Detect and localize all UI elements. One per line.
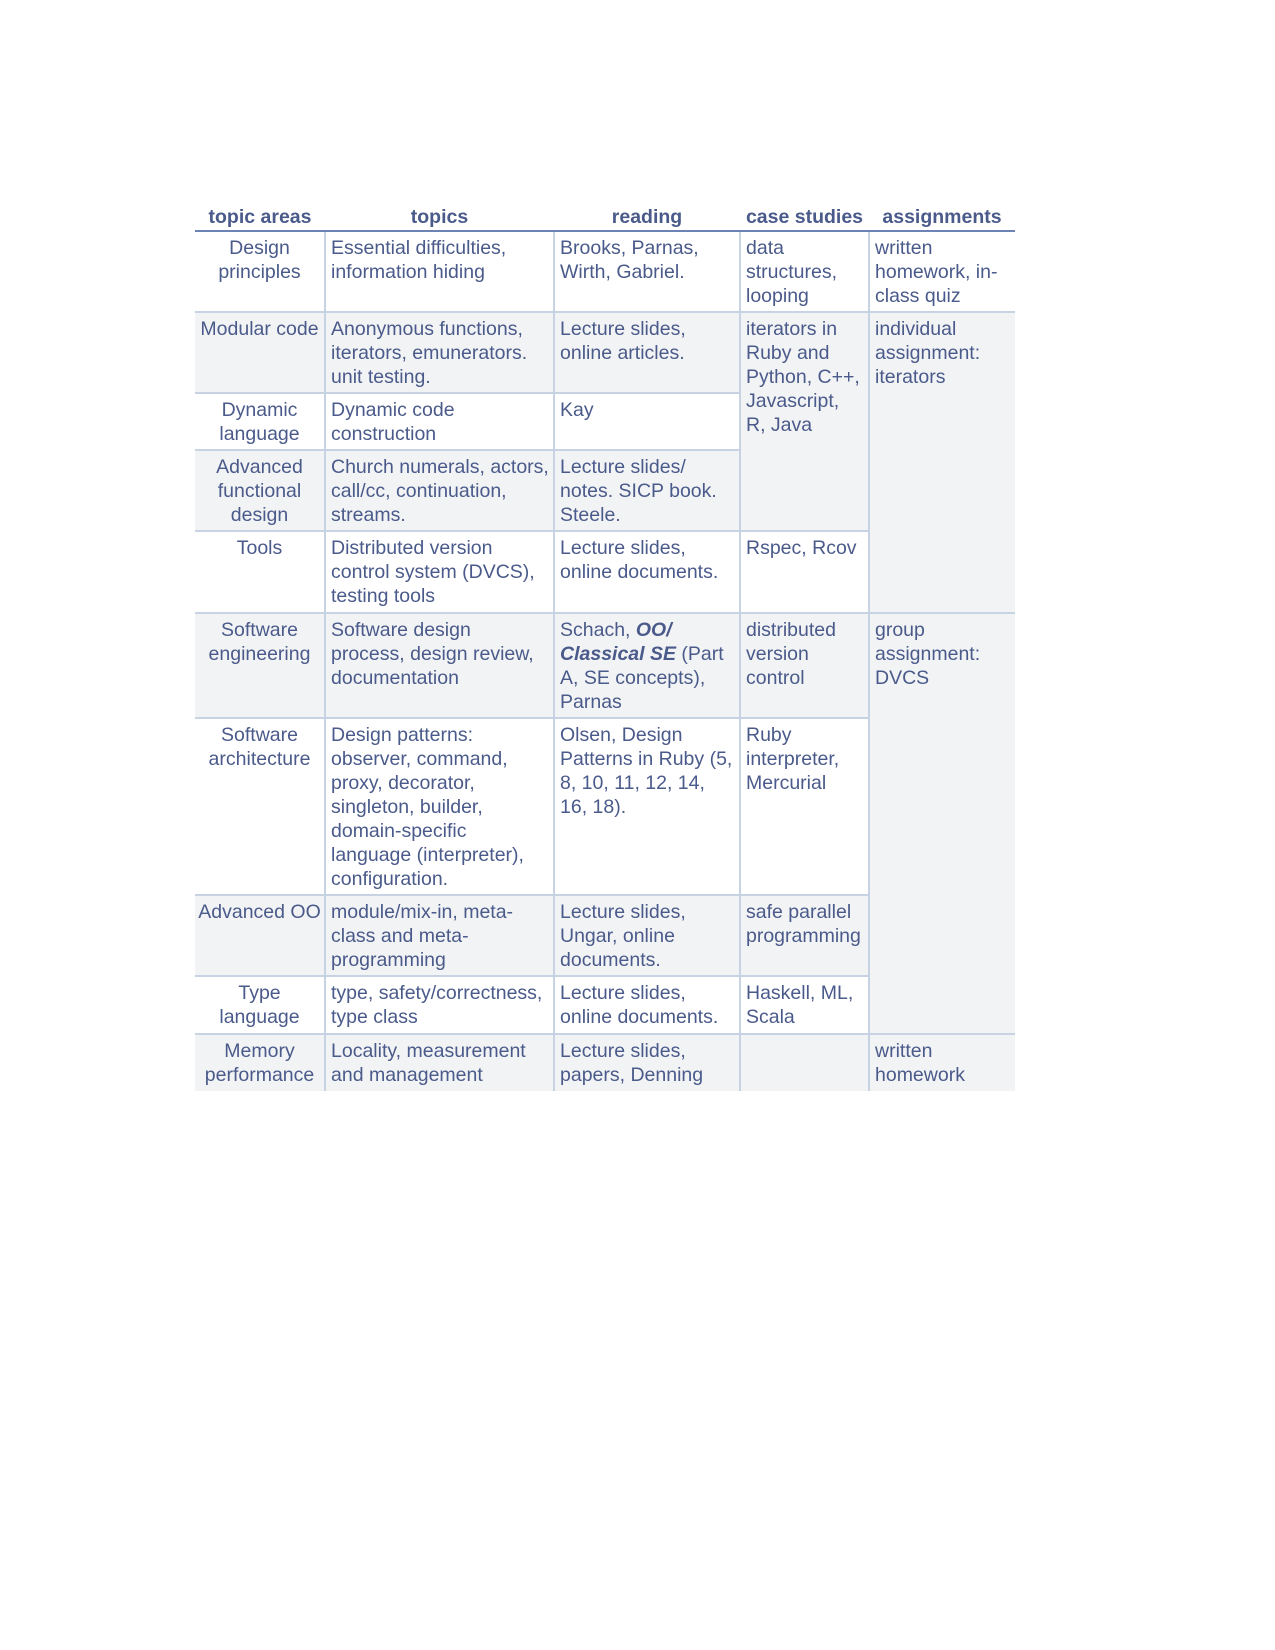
- topic-area-cell: Software engineering: [195, 613, 325, 718]
- header-row: [195, 203, 1015, 231]
- case-studies-cell: safe parallel programming: [740, 895, 869, 976]
- header-case-studies: case studies: [740, 203, 869, 231]
- header-topic-areas: topic areas: [195, 203, 325, 231]
- reading-cell: Lecture slides, papers, Denning: [554, 1034, 740, 1091]
- assignments-cell: written homework: [869, 1034, 1015, 1091]
- assignments-cell: individual assignment: iterators: [869, 312, 1015, 613]
- reading-cell: Lecture slides/ notes. SICP book. Steele.: [554, 450, 740, 531]
- topics-cell: type, safety/correctness, type class: [325, 976, 554, 1034]
- topics-cell: Dynamic code construction: [325, 393, 554, 450]
- reading-cell: Lecture slides, Ungar, online documents.: [554, 895, 740, 976]
- reading-cell: Lecture slides, online articles.: [554, 312, 740, 393]
- table-row: [195, 312, 1015, 393]
- topics-cell: Anonymous functions, iterators, emunerators. unit testing.: [325, 312, 554, 393]
- assignments-cell: written homework, in-class quiz: [869, 231, 1015, 312]
- topic-area-cell: Type language: [195, 976, 325, 1034]
- topic-area-cell: Modular code: [195, 312, 325, 393]
- assignments-cell: group assignment: DVCS: [869, 613, 1015, 1034]
- case-studies-cell: data structures, looping: [740, 231, 869, 312]
- topic-area-cell: Dynamic language: [195, 393, 325, 450]
- topic-area-cell: Memory performance: [195, 1034, 325, 1091]
- table-row: [195, 613, 1015, 718]
- topics-cell: module/mix-in, meta-class and meta-programming: [325, 895, 554, 976]
- reading-cell: [554, 613, 740, 718]
- reading-author: Schach,: [560, 619, 636, 641]
- topic-area-cell: Advanced OO: [195, 895, 325, 976]
- header-topics: topics: [325, 203, 554, 231]
- topics-cell: Design patterns: observer, command, proxy, decorator, singleton, builder, domain-specific language (interpreter), configuration.: [325, 718, 554, 895]
- topics-cell: Locality, measurement and management: [325, 1034, 554, 1091]
- case-studies-cell: iterators in Ruby and Python, C++, Javascript, R, Java: [740, 312, 869, 531]
- case-studies-cell: Rspec, Rcov: [740, 531, 869, 613]
- reading-book-title: OO/ Classical SE: [560, 619, 676, 665]
- topic-area-cell: Tools: [195, 531, 325, 613]
- header-assignments: assignments: [869, 203, 1015, 231]
- topics-cell: Essential difficulties, information hiding: [325, 231, 554, 312]
- reading-cell: Lecture slides, online documents.: [554, 531, 740, 613]
- reading-details: (Part A, SE concepts), Parnas: [560, 643, 724, 713]
- syllabus-table: [195, 203, 1015, 1091]
- topics-cell: Church numerals, actors, call/cc, continuation, streams.: [325, 450, 554, 531]
- case-studies-cell: distributed version control: [740, 613, 869, 718]
- reading-cell: Lecture slides, online documents.: [554, 976, 740, 1034]
- reading-cell: Olsen, Design Patterns in Ruby (5, 8, 10, 11, 12, 14, 16, 18).: [554, 718, 740, 895]
- topics-cell: Distributed version control system (DVCS), testing tools: [325, 531, 554, 613]
- header-reading: reading: [554, 203, 740, 231]
- case-studies-cell: Haskell, ML, Scala: [740, 976, 869, 1034]
- case-studies-cell: Ruby interpreter, Mercurial: [740, 718, 869, 895]
- reading-cell: Kay: [554, 393, 740, 450]
- table-row: [195, 231, 1015, 312]
- table-row: [195, 1034, 1015, 1091]
- case-studies-cell: [740, 1034, 869, 1091]
- reading-cell: Brooks, Parnas, Wirth, Gabriel.: [554, 231, 740, 312]
- topic-area-cell: Design principles: [195, 231, 325, 312]
- topics-cell: Software design process, design review, documentation: [325, 613, 554, 718]
- topic-area-cell: Software architecture: [195, 718, 325, 895]
- topic-area-cell: Advanced functional design: [195, 450, 325, 531]
